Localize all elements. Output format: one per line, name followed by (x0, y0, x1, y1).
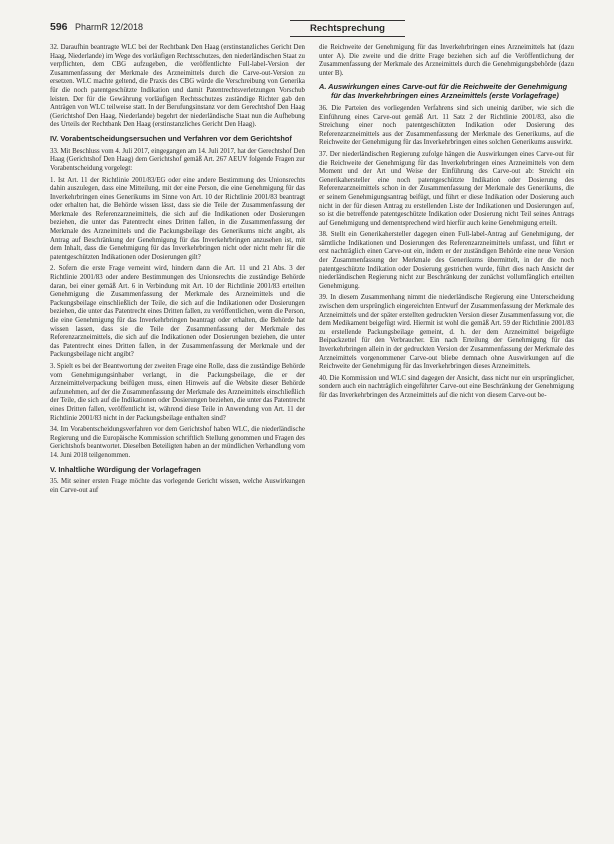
question-3: 3. Spielt es bei der Beantwortung der zweiten Frage eine Rolle, dass die zuständige Behörde vom Genehmigungsinhaber verlangt, in die Packungsbeilage, die er der Arzneimittelverpackung beifügen muss, einen Hinweis auf die Website dieser Behörde aufzunehmen, auf der die Zusammenfassung der Merkmale des Arzneimittels einschließlich der Teile, die sich auf die Indikationen oder Dosierungen beziehen, die unter das Patentrecht eines Dritten fallen, veröffentlicht ist, während diese Teile in Anwendung von Art. 11 der Richtlinie 2001/83 nicht in der Packungsbeilage enthalten sind? (50, 362, 305, 422)
page-header (50, 18, 574, 40)
text-columns (50, 44, 574, 499)
paragraph-39: 39. In diesem Zusammenhang nimmt die niederländische Regierung eine Unterscheidung zwischen dem ursprünglich eingereichten Entwurf der Zusammenfassung der Merkmale des Arzneimittels und der später erstellten gedruckten Version dieser Zusammenfassung vor, die dem Medikament beigefügt wird. Hiermit ist wohl die gemäß Art. 59 der Richtlinie 2001/83 zu erstellende Packungsbeilage gemeint, d. h. der dem Arzneimittel beigefügte Beipackzettel für den Verbraucher. Ein nach Erteilung der Genehmigung für das Inverkehrbringen allein in der gedruckten Version der Zusammenfassung der Merkmale des Arzneimittels vorgenommener Carve-out bliebe demnach ohne Auswirkungen auf die Reichweite der Genehmigung für das Inverkehrbringen dieses Arzneimittels. (319, 294, 574, 371)
paragraph-35-continued: die Reichweite der Genehmigung für das Inverkehrbringen eines Arzneimittels hat (dazu unter A). Die zweite und die dritte Frage beziehen sich auf die Veröffentlichung der Zusammenfassung der Merkmale des Arzneimittels durch die Genehmigungsbehörde (dazu unter B). (319, 44, 574, 77)
question-2: 2. Sofern die erste Frage verneint wird, hindern dann die Art. 11 und 21 Abs. 3 der Richtlinie 2001/83 oder andere Bestimmungen des Unionsrechts die zuständige Behörde daran, bei einer gemäß Art. 6 in Verbindung mit Art. 10 der Richtlinie 2001/83 erteilten Genehmigung die Zusammenfassung der Merkmale des Arzneimittels und die Packungsbeilage einschließlich der Teile, die sich auf die Indikationen oder Dosierungen beziehen, die unter das Patentrecht eines Dritten fallen, zu veröffentlichen, wenn die Person, die eine Genehmigung für das Inverkehrbringen beantragt oder erhalten, die Behörde hat wissen lassen, dass sie die Teile der Zusammenfassung der Merkmale des Referenzarzneimittels, die sich auf die Indikationen oder Dosierungen beziehen, die unter das Patentrecht eines Dritten fallen, in der Zusammenfassung der Merkmale und der Packungsbeilage nicht angibt? (50, 265, 305, 359)
paragraph-35: 35. Mit seiner ersten Frage möchte das vorlegende Gericht wissen, welche Auswirkungen ein Carve-out auf (50, 478, 305, 494)
paragraph-37: 37. Der niederländischen Regierung zufolge hängen die Auswirkungen eines Carve-out für die Reichweite der Genehmigung für das Inverkehrbringen eines Arzneimittels von dem Moment und der Art und Weise der Einführung des Carve-out ab: Streicht ein Generikahersteller eine noch patentgeschützte Indikation oder Dosierung des Referenzarzneimittels schon in der Zusammenfassung der Merkmale des Generikums, die er seinem Genehmigungsantrag beifügt, und führt er diese Indikation oder Dosierung auch nicht in der für diesen Antrag zu erstellenden Liste der Indikationen und Dosierungen auf, so ist die betreffende patentgeschützte Indikation oder Dosierung nicht Teil seines Antrags auf Genehmigung und dementsprechend wird hierfür auch keine Genehmigung erteilt. (319, 150, 574, 227)
paragraph-38: 38. Stellt ein Generikahersteller dagegen einen Full-label-Antrag auf Genehmigung, der sämtliche Indikationen und Dosierungen des Referenzarzneimittels umfasst, und führt er erst nachträglich einen Carve-out ein, indem er der zuständigen Behörde eine neue Version der Zusammenfassung der Merkmale des Generikums übermittelt, in der die noch patentgeschützte Indikation oder Dosierung gestrichen wurde, führt dies nach Ansicht der niederländischen Regierung nicht zur Beschränkung der zunächst vollumfänglich erteilten Genehmigung. (319, 231, 574, 290)
question-1: 1. Ist Art. 11 der Richtlinie 2001/83/EG oder eine andere Bestimmung des Unionsrechts dahin auszulegen, dass eine Mitteilung, mit der eine Person, die eine Genehmigung für das Inverkehrbringen eines Generikums im Sinne von Art. 10 der Richtlinie 2001/83 beantragt oder erhalten hat, die Behörde wissen lässt, dass sie die Teile der Zusammenfassung der Merkmale des Referenzarzneimittels, die sich auf die Indikationen oder Dosierungen beziehen, die unter das Patentrecht eines Dritten fallen, in die Zusammenfassung der Merkmale des Arzneimittels und die Packungsbeilage des Generikums nicht angibt, als Antrag auf Beschränkung der Genehmigung für das Inverkehrbringen anzusehen ist, mit dem Inhalt, dass die Genehmigung für das Inverkehrbringen nicht oder nicht mehr für die patentgeschützten Indikationen oder Dosierungen gilt? (50, 176, 305, 261)
heading-a: A. Auswirkungen eines Carve-out für die Reichweite der Genehmigung für das Inverkehrbringen eines Arzneimittels (erste Vorlagefrage) (319, 82, 568, 101)
right-column (319, 44, 574, 499)
heading-v: V. Inhaltliche Würdigung der Vorlagefragen (50, 464, 201, 474)
paragraph-32: 32. Daraufhin beantragte WLC bei der Rechtbank Den Haag (erstinstanzliches Gericht Den Haag, Niederlande) im Wege des vorläufigen Rechtsschutzes, den niederländischen Staat zu verpflichten, dem CBG aufzugeben, die veröffentlichte Full-label-Version der Zusammenfassung der Merkmale des Arzneimittels durch die Carve-out-Version zu ersetzen. WLC machte geltend, die Praxis des CBG würde die Verschreibung von Generika für die noch patentgeschützte Indikation und damit Patentrechtsverletzungen Vorschub leisten. Der für die Gewährung vorläufigen Rechtsschutzes zuständige Richter gab den Anträgen von WLC teilweise statt. In der Berufungsinstanz vor dem Gerechtshof Den Haag (Gerichtshof Den Haag, Niederlande) begehrt der niederländische Staat nun die Aufhebung des Urteils der Rechtbank Den Haag (erstinstanzliches Gericht Den Haag). (50, 44, 305, 129)
section-title: Rechtsprechung (290, 20, 405, 37)
page-number: 596 (50, 21, 68, 33)
paragraph-36: 36. Die Parteien des vorliegenden Verfahrens sind sich uneinig darüber, wie sich die Einführung eines Carve-out gemäß Art. 11 Satz 2 der Richtlinie 2001/83, also die Streichung einer noch patentgeschützten Indikation oder Dosierung des Referenzarzneimittels aus der Zusammenfassung der Merkmale des Generikums, auf die Reichweite der Genehmigung für das Inverkehrbringen eines solchen Generikums auswirkt. (319, 104, 574, 147)
paragraph-34: 34. Im Vorabentscheidungsverfahren vor dem Gerichtshof haben WLC, die niederländische Regierung und die Europäische Kommission schriftlich Stellung genommen und Fragen des Gerichtshofs beantwortet. Dieselben Beteiligten haben an der mündlichen Verhandlung vom 14. Juni 2018 teilgenommen. (50, 426, 305, 459)
journal-title: PharmR 12/2018 (75, 22, 144, 32)
paragraph-40: 40. Die Kommission und WLC sind dagegen der Ansicht, dass nicht nur ein ursprünglicher, sondern auch ein nachträglich eingeführter Carve-out eine Beschränkung der Genehmigung für das Inverkehrbringen des Arzneimittels auf die nicht von diesem Carve-out be- (319, 374, 574, 399)
heading-iv: IV. Vorabentscheidungsersuchen und Verfahren vor dem Gerichtshof (50, 133, 292, 143)
left-column (50, 44, 305, 499)
paragraph-33: 33. Mit Beschluss vom 4. Juli 2017, eingegangen am 14. Juli 2017, hat der Gerechtshof Den Haag (Gerichtshof Den Haag) dem Gerichtshof gemäß Art. 267 AEUV folgende Fragen zur Vorabentscheidung vorgelegt: (50, 147, 305, 172)
